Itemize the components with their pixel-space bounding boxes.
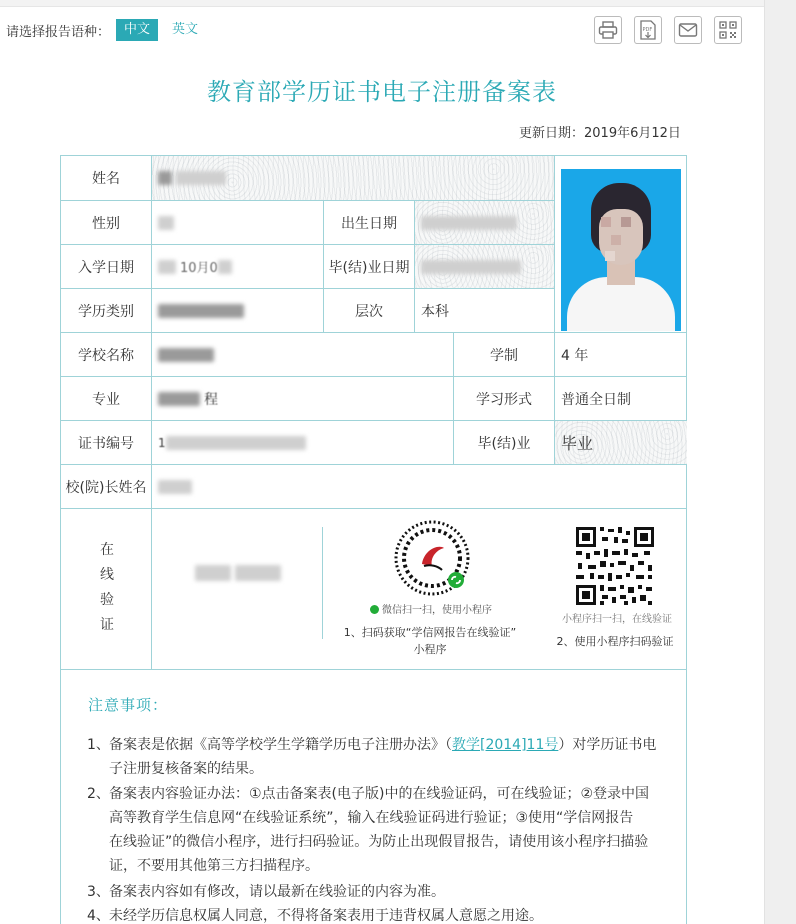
wechat-caption: 微信扫一扫，使用小程序 (382, 605, 492, 616)
pdf-button[interactable] (634, 16, 662, 44)
school-label: 学校名称 (61, 333, 152, 377)
redacted-name (158, 171, 172, 185)
print-icon (598, 21, 618, 39)
verify-code-redacted[interactable] (195, 565, 285, 585)
svg-text:PDF: PDF (642, 27, 653, 33)
cert-value: 1 (152, 421, 454, 465)
note-2: 2、备案表内容验证办法：①点击备案表(电子版)中的在线验证码，可在线验证；②登录中国 高等教育学生信息网“在线验证系统”，输入在线验证码进行验证；③使用“学信网报告 在线验证”的微信小程序，进行扫码验证。为防止出现假冒报告，请使用该小程序扫描验 证，不要用其他第三方扫描程序。 (87, 786, 650, 874)
level-label: 层次 (324, 289, 415, 333)
verify-char-1: 在 (100, 542, 114, 558)
document-title: 教育部学历证书电子注册备案表 (207, 78, 557, 106)
verify-label (96, 538, 118, 638)
principal-value (152, 465, 687, 509)
cert-label: 证书编号 (61, 421, 152, 465)
note-3: 3、备案表内容如有修改，请以最新在线验证的内容为准。 (87, 884, 445, 900)
lang-english-button[interactable]: 英文 (172, 22, 199, 37)
duration-value: 4 年 (555, 333, 687, 377)
language-selector (6, 19, 206, 41)
pdf-icon (639, 20, 657, 40)
major-label: 专业 (61, 377, 152, 421)
wechat-mini-icon (370, 605, 379, 614)
birth-value (415, 201, 555, 245)
study-form-label: 学习形式 (454, 377, 555, 421)
birth-label: 出生日期 (324, 201, 415, 245)
mail-icon (678, 22, 698, 38)
verify-char-4: 证 (100, 617, 114, 633)
edu-type-value (152, 289, 324, 333)
grad-date-label: 毕(结)业日期 (324, 245, 415, 289)
mini-caption: 小程序扫一扫，在线验证 (562, 614, 672, 625)
mail-button[interactable] (674, 16, 702, 44)
notes-section (60, 670, 687, 924)
principal-label: 校(院)长姓名 (61, 465, 152, 509)
verify-char-3: 验 (100, 592, 114, 608)
student-photo (561, 169, 681, 331)
scrollbar-gutter[interactable] (764, 0, 796, 924)
wechat-caption-wrap (370, 601, 492, 616)
verify-divider (322, 527, 323, 639)
school-value (152, 333, 454, 377)
update-date: 更新日期：2019年6月12日 (519, 126, 681, 141)
step-2: 2、使用小程序扫码验证 (556, 635, 674, 648)
duration-label: 学制 (454, 333, 555, 377)
step-1: 1、扫码获取“学信网报告在线验证” 小程序 (343, 626, 517, 656)
print-button[interactable] (594, 16, 622, 44)
qrcode-button[interactable] (714, 16, 742, 44)
name-label: 姓名 (61, 156, 152, 201)
major-value: 程 (152, 377, 454, 421)
language-prompt: 请选择报告语种： (6, 24, 111, 40)
notes-title: 注意事项： (88, 696, 169, 714)
top-border (0, 0, 764, 7)
regulation-link[interactable]: 教学[2014]11号 (452, 737, 559, 753)
note-1: 1、备案表是依据《高等学校学生学籍学历电子注册办法》（教学[2014]11号）对学历证书电 子注册复核备案的结果。 (87, 737, 657, 777)
gender-label: 性别 (61, 201, 152, 245)
wechat-miniprogram-code (394, 520, 470, 596)
grad-date-value (415, 245, 555, 289)
study-form-value: 普通全日制 (555, 377, 687, 421)
grad-status-label: 毕(结)业 (454, 421, 555, 465)
level-value: 本科 (415, 289, 555, 333)
note-4: 4、未经学历信息权属人同意，不得将备案表用于违背权属人意愿之用途。 (87, 908, 543, 924)
enroll-label: 入学日期 (61, 245, 152, 289)
name-value (152, 156, 555, 201)
enroll-value: 10月0 (152, 245, 324, 289)
verification-qrcode[interactable] (574, 525, 656, 607)
edu-type-label: 学历类别 (61, 289, 152, 333)
gender-value (152, 201, 324, 245)
grad-status-value: 毕业 (555, 421, 687, 465)
qrcode-icon (719, 21, 737, 39)
verify-char-2: 线 (100, 567, 114, 583)
lang-chinese-button[interactable]: 中文 (116, 19, 158, 41)
